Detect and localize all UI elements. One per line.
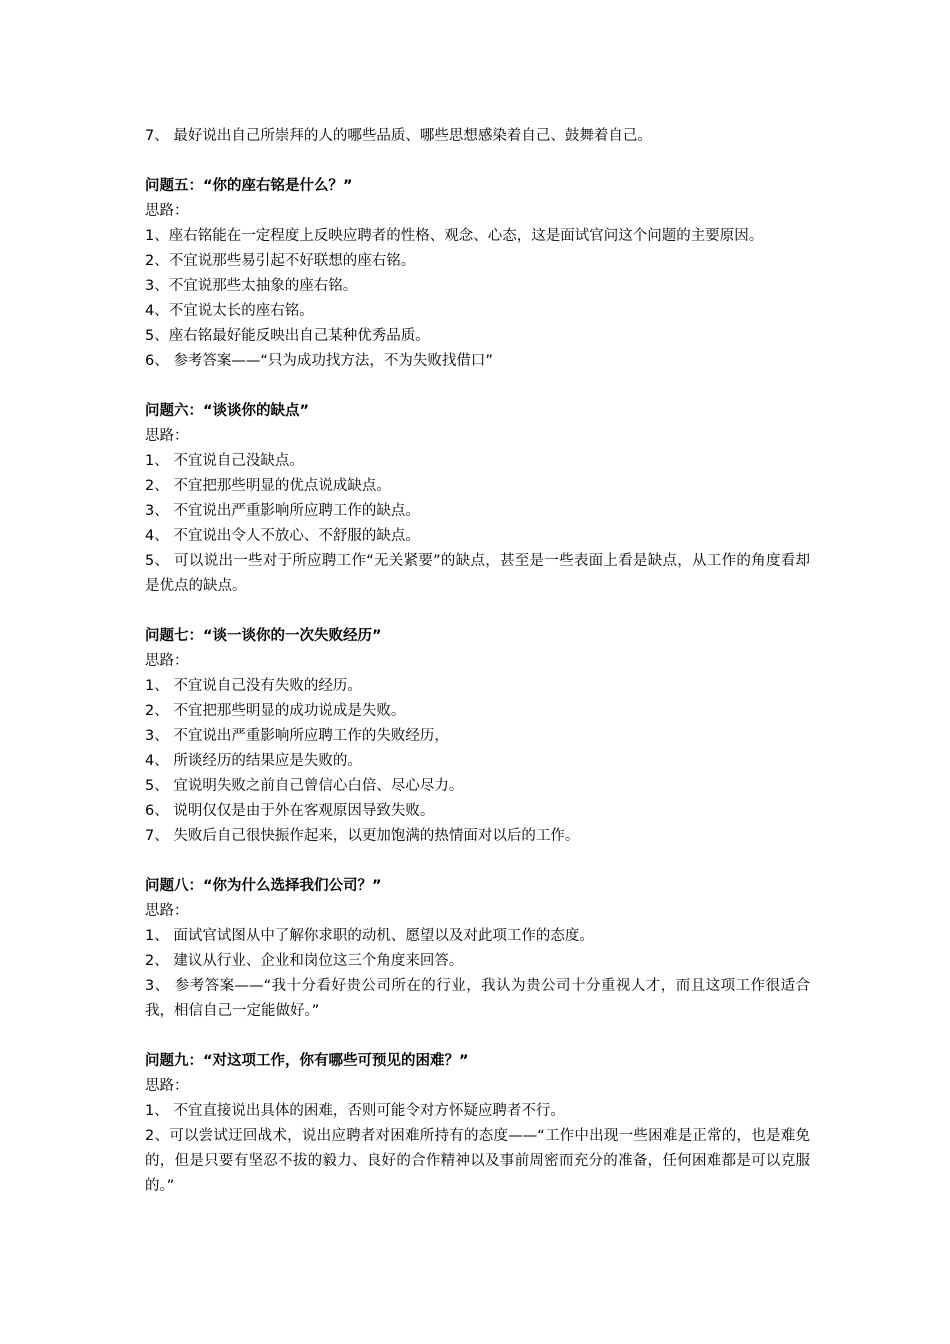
list-item: 4、 所谈经历的结果应是失败的。 xyxy=(145,753,362,769)
spacer xyxy=(145,1024,810,1049)
approach-label: 思路： xyxy=(145,653,189,669)
list-item: 5、 可以说出一些对于所应聘工作“无关紧要”的缺点，甚至是一些表面上看是缺点，从工作的角度看却是优点的缺点。 xyxy=(145,553,810,594)
list-item: 7、 失败后自己很快振作起来，以更加饱满的热情面对以后的工作。 xyxy=(145,828,580,844)
list-item: 3、 参考答案——“我十分看好贵公司所在的行业，我认为贵公司十分重视人才，而且这项工作很适合我，相信自己一定能做好。” xyxy=(145,978,810,1019)
approach-label: 思路： xyxy=(145,203,189,219)
list-item: 1、 不宜说自己没有失败的经历。 xyxy=(145,678,362,694)
list-item: 1、 不宜说自己没缺点。 xyxy=(145,453,304,469)
list-item: 3、 不宜说出严重影响所应聘工作的失败经历， xyxy=(145,728,449,744)
list-item: 2、 建议从行业、企业和岗位这三个角度来回答。 xyxy=(145,953,464,969)
list-item: 2、 不宜把那些明显的成功说成是失败。 xyxy=(145,703,406,719)
question-9-heading: 问题九：“对这项工作，你有哪些可预见的困难？” xyxy=(145,1053,469,1069)
list-item: 2、 不宜把那些明显的优点说成缺点。 xyxy=(145,478,391,494)
question-8-heading: 问题八：“你为什么选择我们公司？” xyxy=(145,878,382,894)
spacer xyxy=(145,849,810,874)
list-item: 3、 不宜说出严重影响所应聘工作的缺点。 xyxy=(145,503,420,519)
approach-label: 思路： xyxy=(145,428,189,444)
list-item: 1、 面试官试图从中了解你求职的动机、愿望以及对此项工作的态度。 xyxy=(145,928,594,944)
question-7-heading: 问题七：“谈一谈你的一次失败经历” xyxy=(145,628,382,644)
list-item: 6、 参考答案——“只为成功找方法，不为失败找借口” xyxy=(145,353,493,369)
question-5-heading: 问题五：“你的座右铭是什么？” xyxy=(145,178,353,194)
approach-label: 思路： xyxy=(145,1078,189,1094)
list-item: 5、 宜说明失败之前自己曾信心白倍、尽心尽力。 xyxy=(145,778,464,794)
approach-label: 思路： xyxy=(145,903,189,919)
document-page xyxy=(145,124,810,1199)
list-item: 1、座右铭能在一定程度上反映应聘者的性格、观念、心态，这是面试官问这个问题的主要原因。 xyxy=(145,228,764,244)
spacer xyxy=(145,599,810,624)
question-6-heading: 问题六：“谈谈你的缺点” xyxy=(145,403,310,419)
list-item: 4、 不宜说出令人不放心、不舒服的缺点。 xyxy=(145,528,420,544)
list-item: 1、 不宜直接说出具体的困难，否则可能令对方怀疑应聘者不行。 xyxy=(145,1103,565,1119)
list-item: 4、不宜说太长的座右铭。 xyxy=(145,303,314,319)
list-item: 7、 最好说出自己所崇拜的人的哪些品质、哪些思想感染着自己、鼓舞着自己。 xyxy=(145,128,652,144)
list-item: 6、 说明仅仅是由于外在客观原因导致失败。 xyxy=(145,803,435,819)
spacer xyxy=(145,374,810,399)
list-item: 2、可以尝试迂回战术，说出应聘者对困难所持有的态度——“工作中出现一些困难是正常的，也是难免的，但是只要有坚忍不拔的毅力、良好的合作精神以及事前周密而充分的准备，任何困难都是可以克服的。” xyxy=(145,1128,810,1194)
list-item: 5、座右铭最好能反映出自己某种优秀品质。 xyxy=(145,328,430,344)
spacer xyxy=(145,149,810,174)
list-item: 3、不宜说那些太抽象的座右铭。 xyxy=(145,278,358,294)
list-item: 2、不宜说那些易引起不好联想的座右铭。 xyxy=(145,253,416,269)
